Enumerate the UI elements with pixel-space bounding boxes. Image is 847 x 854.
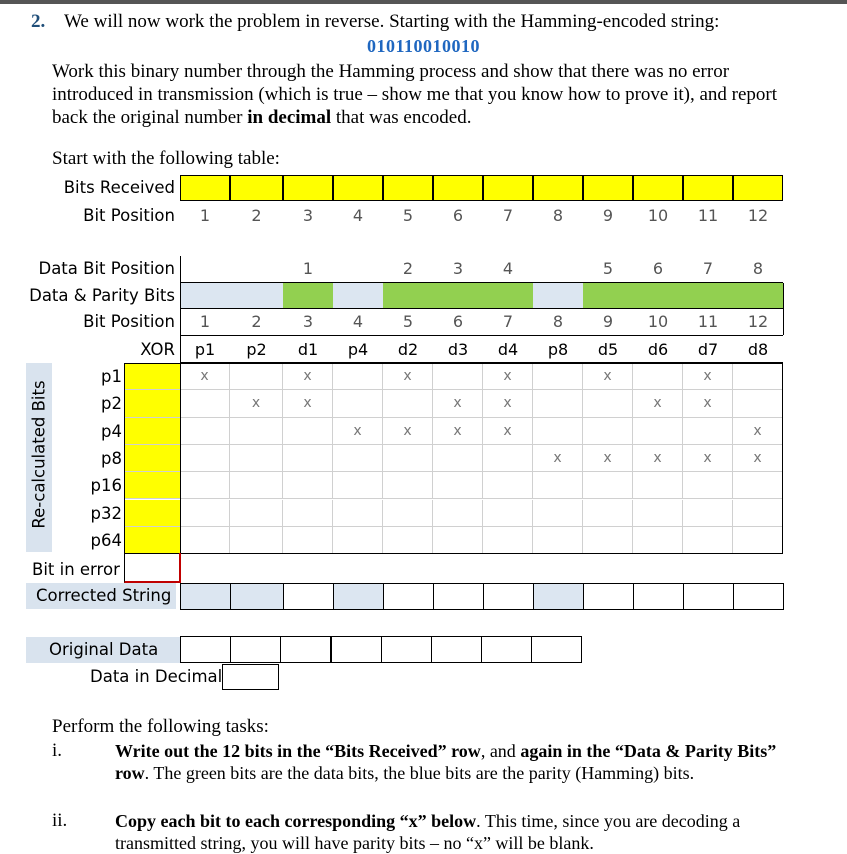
xor-mark-cell[interactable]: x [180, 363, 230, 390]
bit-position-value: 8 [552, 312, 564, 331]
original-data-cell[interactable] [431, 636, 482, 663]
bits-received-cell[interactable] [180, 175, 230, 201]
recalc-row-label: p16 [90, 476, 122, 496]
bits-received-cell[interactable] [683, 175, 733, 201]
original-data-cell[interactable] [180, 636, 231, 663]
original-data-cell[interactable] [331, 636, 382, 663]
bits-received-cell[interactable] [733, 175, 783, 201]
data-bit-position-value: 3 [452, 259, 464, 278]
xor-mark-cell[interactable]: x [433, 390, 483, 417]
original-data-label: Original Data [49, 640, 159, 659]
bit-position-label-2: Bit Position [83, 312, 175, 331]
xor-header: d2 [397, 340, 419, 359]
xor-mark-cell[interactable]: x [383, 418, 433, 445]
bits-received-cell[interactable] [230, 175, 283, 201]
original-data-cell[interactable] [230, 636, 281, 663]
xor-mark-cell[interactable]: x [483, 363, 533, 390]
task-text-part: again in the “Data & Parity Bits” row [115, 741, 777, 783]
bit-position-value: 10 [647, 312, 669, 331]
xor-mark-cell[interactable]: x [733, 445, 783, 472]
corrected-string-cell[interactable] [633, 583, 684, 610]
bit-position-value: 6 [452, 312, 464, 331]
bit-position-value: 11 [697, 312, 719, 331]
xor-header: p8 [547, 340, 569, 359]
task-ii-text [115, 810, 795, 854]
bit-position-value: 4 [352, 312, 364, 331]
bit-position-value: 11 [697, 206, 719, 225]
tasks-intro: Perform the following tasks: [52, 716, 269, 737]
xor-mark-cell[interactable]: x [483, 418, 533, 445]
corrected-string-cell[interactable] [333, 583, 384, 610]
xor-mark-cell[interactable]: x [583, 363, 633, 390]
data-parity-bits-label: Data & Parity Bits [29, 286, 175, 305]
question-intro: We will now work the problem in reverse. Starting with the Hamming-encoded string: [64, 11, 720, 32]
data-bit-position-value: 6 [652, 259, 664, 278]
bit-position-label-1: Bit Position [83, 206, 175, 225]
xor-label: XOR [140, 340, 175, 359]
xor-mark-cell[interactable]: x [633, 390, 683, 417]
task-text-part: . This time, since you are decoding a transmitted string, you will have parity bits – no “x” will be blank. [115, 811, 741, 853]
task-text-part: . The green bits are the data bits, the blue bits are the parity (Hamming) bits. [144, 763, 695, 783]
task-i-number: i. [52, 740, 63, 761]
recalc-row-label: p4 [101, 421, 122, 441]
bit-position-value: 10 [647, 206, 669, 225]
task-text-part: , and [480, 741, 521, 761]
original-data-cell[interactable] [481, 636, 532, 663]
bit-position-value: 3 [302, 312, 314, 331]
corrected-string-cell[interactable] [483, 583, 534, 610]
original-data-cell[interactable] [531, 636, 582, 663]
xor-mark-cell[interactable]: x [683, 390, 733, 417]
data-bit-position-label: Data Bit Position [38, 259, 175, 278]
corrected-string-cell[interactable] [533, 583, 584, 610]
table2-row-line [180, 308, 783, 309]
bit-position-value: 12 [747, 312, 769, 331]
table2-right-edge [783, 283, 784, 335]
xor-grid-divider [180, 363, 181, 554]
xor-mark-cell[interactable]: x [383, 363, 433, 390]
data-bit-position-value: 7 [702, 259, 714, 278]
corrected-string-cell[interactable] [733, 583, 784, 610]
corrected-string-label: Corrected String [36, 586, 172, 605]
original-data-cell[interactable] [280, 636, 331, 663]
original-data-cell[interactable] [381, 636, 432, 663]
data-bit-position-value: 1 [302, 259, 314, 278]
data-bit-position-value: 4 [502, 259, 514, 278]
xor-header: d3 [447, 340, 469, 359]
corrected-string-cell[interactable] [683, 583, 734, 610]
task-ii-number: ii. [52, 810, 68, 831]
xor-header: d6 [647, 340, 669, 359]
recalc-row-label: p1 [101, 367, 122, 386]
xor-header: d7 [697, 340, 719, 359]
data-in-decimal-label: Data in Decimal [90, 667, 223, 686]
xor-header: p2 [246, 340, 267, 359]
xor-header: d1 [297, 340, 319, 359]
bit-position-value: 9 [602, 312, 614, 331]
encoded-string: 010110010010 [366, 36, 480, 56]
data-in-decimal-cell[interactable] [222, 664, 279, 690]
bits-received-cell[interactable] [433, 175, 483, 201]
xor-header: p1 [194, 340, 216, 359]
bit-position-value: 7 [502, 312, 514, 331]
data-bit-position-value: 2 [402, 259, 414, 278]
xor-mark-cell[interactable]: x [483, 390, 533, 417]
bit-position-value: 1 [199, 312, 211, 331]
xor-mark-cell[interactable]: x [733, 418, 783, 445]
bit-in-error-label: Bit in error [32, 560, 120, 579]
bit-position-value: 2 [251, 206, 262, 225]
bits-received-cell[interactable] [483, 175, 533, 201]
bits-received-cell[interactable] [283, 175, 333, 201]
xor-mark-cell[interactable]: x [333, 418, 383, 445]
corrected-string-cell[interactable] [180, 583, 231, 610]
bit-position-value: 12 [747, 206, 769, 225]
start-instruction: Start with the following table: [52, 148, 280, 169]
xor-mark-cell[interactable]: x [283, 363, 333, 390]
bit-position-value: 2 [251, 312, 262, 331]
bit-position-value: 3 [302, 206, 314, 225]
bit-position-value: 5 [402, 312, 414, 331]
recalculated-bits-sidebar [26, 363, 52, 552]
paragraph-emphasis: in decimal [247, 107, 332, 128]
bit-position-value: 8 [552, 206, 564, 225]
bit-position-value: 6 [452, 206, 464, 225]
bits-received-cell[interactable] [333, 175, 383, 201]
bit-in-error-cell[interactable] [124, 553, 181, 583]
bits-received-cell[interactable] [533, 175, 583, 201]
bit-position-value: 4 [352, 206, 364, 225]
corrected-string-cell[interactable] [433, 583, 484, 610]
task-text-part: Write out the 12 bits in the “Bits Received” row [115, 741, 481, 761]
bits-received-cell[interactable] [583, 175, 633, 201]
data-bit-position-value: 8 [752, 259, 764, 278]
task-i-text [115, 740, 795, 784]
corrected-string-cell[interactable] [283, 583, 334, 610]
xor-header: d8 [747, 340, 769, 359]
bits-received-label: Bits Received [63, 178, 175, 197]
table2-row-line [180, 282, 783, 283]
top-border [0, 0, 847, 4]
bits-received-cell[interactable] [633, 175, 683, 201]
xor-mark-cell[interactable]: x [283, 390, 333, 417]
data-bit-position-value: 5 [602, 259, 614, 278]
task-text-part: Copy each bit to each corresponding “x” below [115, 811, 477, 831]
xor-mark-cell[interactable]: x [230, 390, 283, 417]
xor-mark-cell[interactable]: x [533, 445, 583, 472]
bit-position-value: 5 [402, 206, 414, 225]
xor-mark-cell[interactable]: x [583, 445, 633, 472]
corrected-string-cell[interactable] [383, 583, 434, 610]
recalc-row-label: p8 [101, 448, 122, 468]
xor-mark-cell[interactable]: x [683, 363, 733, 390]
recalc-row-label: p64 [90, 530, 122, 550]
bit-position-value: 7 [502, 206, 514, 225]
table2-header-frame [180, 256, 783, 363]
table2-row-line [180, 335, 783, 336]
recalc-row-label: p32 [90, 503, 122, 523]
paragraph-part-3: that was encoded. [331, 107, 472, 128]
xor-header: d4 [497, 340, 519, 359]
corrected-string-cell[interactable] [230, 583, 284, 610]
xor-grid-frame [124, 363, 783, 554]
bit-position-value: 9 [602, 206, 614, 225]
corrected-string-cell[interactable] [583, 583, 634, 610]
question-paragraph [52, 60, 812, 129]
recalc-row-label: p2 [101, 394, 122, 414]
xor-mark-cell[interactable]: x [433, 418, 483, 445]
question-number: 2. [31, 11, 46, 32]
xor-header: d5 [597, 340, 619, 359]
paragraph-part-1: Work this binary number through the Hamming process and show that there was no error introduced in transmission (which is true – show me that you know how to prove it), and report back the original number [52, 61, 778, 128]
xor-mark-cell[interactable]: x [633, 445, 683, 472]
recalculated-bits-label: Re-calculated Bits [29, 380, 49, 529]
xor-mark-cell[interactable]: x [683, 445, 733, 472]
bit-position-value: 1 [199, 206, 211, 225]
bits-received-cell[interactable] [383, 175, 433, 201]
xor-header: p4 [347, 340, 369, 359]
